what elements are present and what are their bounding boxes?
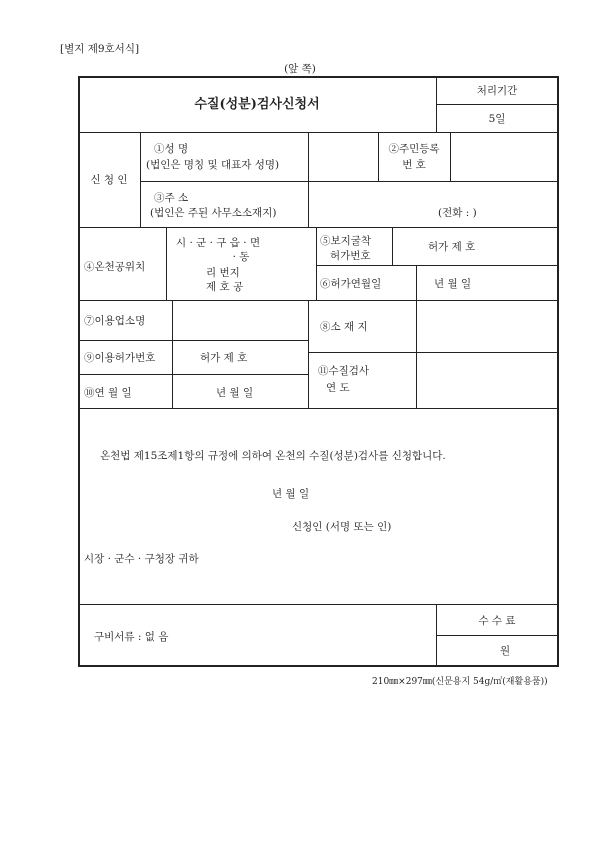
permit-date-label: ⑥허가연월일: [320, 278, 382, 290]
row-line: [308, 352, 558, 353]
row-line: [78, 604, 558, 605]
name-label: ①성 명: [154, 143, 189, 155]
form-border-right: [557, 76, 559, 666]
row-line: [78, 300, 558, 301]
col-line: [166, 227, 167, 301]
form-number-tag: [별지 제9호서식]: [60, 43, 140, 55]
row-line: [78, 132, 558, 133]
processing-divider: [436, 104, 558, 105]
applicant-signature-line: 신청인 (서명 또는 인): [292, 521, 392, 533]
facility-date-label: ⑩연 월 일: [84, 387, 132, 399]
name-note: (법인은 명칭 및 대표자 성명): [146, 159, 280, 171]
col-line: [308, 132, 309, 182]
col-line: [308, 181, 309, 227]
col-line: [172, 300, 173, 408]
row-line: [78, 374, 308, 375]
drilling-permit-value: 허가 제 호: [428, 241, 476, 253]
permit-date-value: 년 월 일: [434, 278, 472, 290]
form-border-top: [78, 76, 559, 78]
fee-unit: 원: [500, 645, 511, 657]
water-test-label-2: 연 도: [326, 382, 350, 394]
facility-name-label: ⑦이용업소명: [84, 315, 146, 327]
spring-location-label: ④온천공위치: [84, 261, 146, 273]
col-line: [392, 227, 393, 265]
application-statement: 온천법 제15조제1항의 규정에 의하여 온천의 수질(성분)검사를 신청합니다.: [100, 450, 446, 462]
resident-number-label-2: 번 호: [402, 159, 426, 171]
address-label: ③주 소: [154, 192, 189, 204]
location-line-1: 시 · 군 · 구 읍 · 면: [176, 237, 261, 249]
col-line: [308, 300, 309, 408]
col-line: [450, 132, 451, 182]
form-border-left: [78, 76, 80, 666]
addressee: 시장 · 군수 · 구청장 귀하: [84, 553, 199, 565]
processing-period-value: 5일: [488, 113, 506, 125]
required-documents: 구비서류 : 없 음: [94, 631, 169, 643]
drilling-permit-label-1: ⑤보지굴착: [320, 235, 372, 247]
address-note: (법인은 주된 사무소소재지): [150, 207, 277, 219]
location-line-2: · 동: [232, 251, 250, 263]
col-line: [316, 227, 317, 301]
row-line: [78, 340, 308, 341]
col-line: [378, 132, 379, 182]
applicant-section-label: 신 청 인: [90, 174, 128, 186]
form-border-bottom: [78, 665, 559, 667]
row-line: [316, 265, 558, 266]
col-line: [416, 265, 417, 301]
row-line: [78, 227, 558, 228]
phone-field: (전화 : ): [438, 207, 477, 219]
col-line: [416, 300, 417, 408]
row-line: [436, 635, 558, 636]
use-permit-value: 허가 제 호: [200, 352, 248, 364]
drilling-permit-label-2: 허가번호: [330, 250, 371, 262]
application-date: 년 월 일: [272, 488, 310, 500]
water-test-label-1: ⑪수질검사: [318, 365, 370, 377]
paper-spec-footer: 210㎜×297㎜(신문용지 54g/㎡(재활용품)): [372, 677, 548, 687]
location-line-4: 제 호 공: [206, 281, 244, 293]
row-line: [140, 181, 558, 182]
facility-date-value: 년 월 일: [216, 387, 254, 399]
location-line-3: 리 번지: [206, 267, 240, 279]
col-line: [140, 132, 141, 227]
fee-label: 수 수 료: [478, 615, 516, 627]
processing-period-label: 처리기간: [476, 85, 518, 97]
facility-address-label: ⑧소 재 지: [320, 321, 368, 333]
row-line: [78, 408, 558, 409]
use-permit-label: ⑨이용허가번호: [84, 352, 156, 364]
resident-number-label-1: ②주민등록: [388, 143, 440, 155]
form-title: 수질(성분)검사신청서: [194, 97, 320, 112]
front-side-label: (앞 쪽): [284, 63, 316, 75]
